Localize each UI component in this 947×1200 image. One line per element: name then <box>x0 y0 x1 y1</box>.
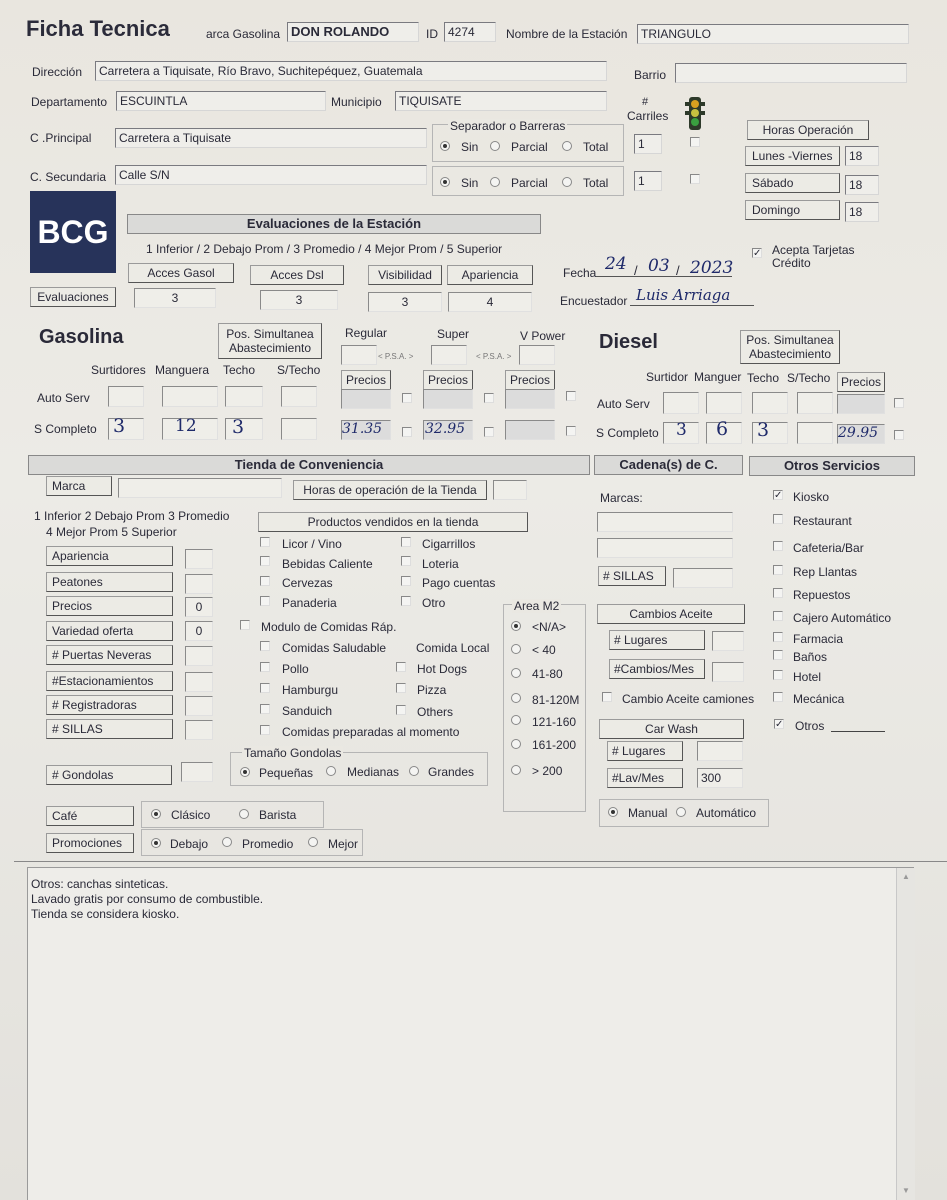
carwash-button[interactable]: Car Wash <box>599 719 744 739</box>
area-80-radio[interactable] <box>511 668 521 678</box>
prod-cervezas-label: Cervezas <box>282 576 333 590</box>
encuestador-line <box>630 305 754 306</box>
food-pollo-check[interactable] <box>260 662 270 672</box>
bcg-logo: BCG <box>30 191 116 273</box>
rating-peatones-field[interactable] <box>185 574 213 594</box>
gas-completo-super-check[interactable] <box>484 427 494 437</box>
gas-completo-precio-regular: 31.35 <box>342 421 383 437</box>
carriles-secundaria-field[interactable]: 1 <box>634 171 662 191</box>
area-gt200-radio[interactable] <box>511 765 521 775</box>
otros-cajero-label: Cajero Automático <box>793 611 892 625</box>
psa-label-2: < P.S.A. > <box>476 352 512 361</box>
fecha-day: 24 <box>605 254 627 274</box>
food-others-label: Others <box>417 705 454 719</box>
principal-field[interactable]: Carretera a Tiquisate <box>115 128 427 148</box>
otros-llantas-check[interactable] <box>773 565 783 575</box>
separador-parcial-label: Parcial <box>511 140 548 154</box>
food-hotdogs-label: Hot Dogs <box>417 662 468 676</box>
form-title: Ficha Tecnica <box>26 16 170 41</box>
tienda-title: Tienda de Conveniencia <box>28 455 590 475</box>
id-label: ID <box>426 27 438 41</box>
apariencia-value[interactable]: 4 <box>448 292 532 312</box>
carriles-label: Carriles <box>627 109 669 123</box>
rating-variedad-label: Variedad oferta <box>46 621 173 641</box>
separador-sin-radio[interactable] <box>440 141 450 151</box>
cafe-barista-label: Barista <box>259 808 297 822</box>
acces-dsl-button[interactable]: Acces Dsl <box>250 265 344 285</box>
food-hamburgu-check[interactable] <box>260 683 270 693</box>
modo-manual-label: Manual <box>628 806 668 820</box>
modo-manual-radio[interactable] <box>608 807 618 817</box>
otros-restaurant-check[interactable] <box>773 514 783 524</box>
otros-mecanica-check[interactable] <box>773 692 783 702</box>
marcas-field-2[interactable] <box>597 538 733 558</box>
rating-registradoras-field[interactable] <box>185 696 213 716</box>
super-label: Super <box>437 327 470 341</box>
otros-repuestos-check[interactable] <box>773 588 783 598</box>
aceite-lugares-field[interactable] <box>712 631 744 651</box>
dsl-precios-header: Precios <box>837 372 885 392</box>
dsl-auto-precio[interactable] <box>837 394 885 414</box>
food-sanduich-check[interactable] <box>260 704 270 714</box>
otros-title: Otros Servicios <box>749 456 915 476</box>
dsl-completo-label: S Completo <box>596 426 659 440</box>
productos-label: Productos vendidos en la tienda <box>258 512 528 532</box>
rating-variedad-field[interactable]: 0 <box>185 621 213 641</box>
prod-otro-label: Otro <box>422 596 446 610</box>
encuestador-signature: Luis Arriaga <box>636 286 731 304</box>
gas-auto-label: Auto Serv <box>37 391 90 405</box>
notes-textarea[interactable] <box>27 867 914 1200</box>
principal-label: C .Principal <box>30 131 92 145</box>
domingo-label: Domingo <box>745 200 840 220</box>
direccion-label: Dirección <box>32 65 83 79</box>
gas-auto-super-check[interactable] <box>484 393 494 403</box>
tamano-pequenas-radio[interactable] <box>240 767 250 777</box>
precios-super-header: Precios <box>423 370 473 390</box>
gas-completo-manguera: 12 <box>175 416 197 436</box>
fecha-label: Fecha <box>563 266 597 280</box>
gas-auto-stecho[interactable] <box>281 386 317 407</box>
rating-sillas-label: # SILLAS <box>46 719 173 739</box>
food-pollo-label: Pollo <box>282 662 309 676</box>
gas-auto-precio-vpower[interactable] <box>505 389 555 409</box>
tienda-scale-2: 4 Mejor Prom 5 Superior <box>46 525 177 539</box>
prod-panaderia-label: Panaderia <box>282 596 337 610</box>
gas-auto-vpower-check[interactable] <box>566 391 576 401</box>
tienda-marca-field[interactable] <box>118 478 282 498</box>
gas-auto-manguera[interactable] <box>162 386 218 407</box>
saludable-check[interactable] <box>260 641 270 651</box>
cafe-barista-radio[interactable] <box>239 809 249 819</box>
prod-pago-check[interactable] <box>401 576 411 586</box>
id-field[interactable]: 4274 <box>444 22 496 42</box>
vpower-psa-field[interactable] <box>519 345 555 365</box>
otros-kiosko-label: Kiosko <box>793 490 830 504</box>
gas-auto-techo[interactable] <box>225 386 263 407</box>
prod-cigarrillos-check[interactable] <box>401 537 411 547</box>
modo-automatico-label: Automático <box>696 806 757 820</box>
dsl-auto-label: Auto Serv <box>597 397 650 411</box>
gas-completo-vpower-check[interactable] <box>566 426 576 436</box>
gas-completo-precio-super: 32.95 <box>425 421 466 437</box>
visibilidad-value[interactable]: 3 <box>368 292 442 312</box>
traffic-light-icon <box>684 96 706 132</box>
gondolas-field[interactable] <box>181 762 213 782</box>
scroll-down-icon[interactable]: ▼ <box>902 1186 910 1195</box>
cafe-group <box>141 801 324 828</box>
lunes-label: Lunes -Viernes <box>745 146 840 166</box>
promo-label: Promociones <box>46 833 134 853</box>
separador-parcial-radio[interactable] <box>490 141 500 151</box>
encuestador-label: Encuestador <box>560 294 628 308</box>
cambios-aceite-button[interactable]: Cambios Aceite <box>597 604 745 624</box>
evaluaciones-label: Evaluaciones <box>30 287 116 307</box>
evaluaciones-scale: 1 Inferior / 2 Debajo Prom / 3 Promedio / 4 Mejor Prom / 5 Superior <box>146 242 503 256</box>
gasolina-title: Gasolina <box>39 326 124 348</box>
dsl-col-manguer: Manguer <box>694 370 742 384</box>
diesel-title: Diesel <box>599 331 658 353</box>
note-line-1: Otros: canchas sinteticas. <box>31 877 169 891</box>
secundaria-field[interactable]: Calle S/N <box>115 165 427 185</box>
camiones-label: Cambio Aceite camiones <box>622 692 755 706</box>
gas-col-techo: Techo <box>223 363 256 377</box>
gasolina-pos-simultanea[interactable]: Pos. Simultanea Abastecimiento <box>218 323 322 359</box>
lav-mes-label: #Lav/Mes <box>607 768 683 788</box>
otros-banos-check[interactable] <box>773 650 783 660</box>
otros-farmacia-check[interactable] <box>773 632 783 642</box>
prod-otro-check[interactable] <box>401 596 411 606</box>
gas-completo-precio-vpower[interactable] <box>505 420 555 440</box>
note-line-2: Lavado gratis por consumo de combustible. <box>31 892 264 906</box>
otros-mecanica-label: Mecánica <box>793 692 845 706</box>
precios-vpower-header: Precios <box>505 370 555 390</box>
tamano-pequenas-label: Pequeñas <box>259 766 314 780</box>
vpower-label: V Power <box>520 329 566 343</box>
modulo-label: Modulo de Comidas Ráp. <box>261 620 397 634</box>
rating-registradoras-label: # Registradoras <box>46 695 173 715</box>
prod-pago-label: Pago cuentas <box>422 576 496 590</box>
domingo-field[interactable]: 18 <box>845 202 879 222</box>
barrio-field[interactable] <box>675 63 907 83</box>
separador2-sin-label: Sin <box>461 176 479 190</box>
dsl-completo-precio: 29.95 <box>838 425 879 441</box>
dsl-col-surtidor: Surtidor <box>646 370 689 384</box>
direccion-field[interactable]: Carretera a Tiquisate, Río Bravo, Suchitepéquez, Guatemala <box>95 61 607 81</box>
otros-banos-label: Baños <box>793 650 828 664</box>
dsl-completo-check[interactable] <box>894 430 904 440</box>
dsl-col-techo: Techo <box>747 371 780 385</box>
preparadas-label: Comidas preparadas al momento <box>282 725 460 739</box>
rating-precios-label: Precios <box>46 596 173 616</box>
secundaria-label: C. Secundaria <box>30 170 107 184</box>
notes-scrollbar[interactable] <box>896 868 915 1200</box>
prod-bebidas-label: Bebidas Caliente <box>282 557 373 571</box>
gas-auto-precio-super[interactable] <box>423 389 473 409</box>
tienda-horas-label: Horas de operación de la Tienda <box>293 480 487 500</box>
gas-col-surtidores: Surtidores <box>91 363 146 377</box>
otros-repuestos-label: Repuestos <box>793 588 851 602</box>
prod-licor-label: Licor / Vino <box>282 537 342 551</box>
area-na-label: <N/A> <box>532 620 567 634</box>
municipio-field[interactable]: TIQUISATE <box>395 91 607 111</box>
otros-hotel-label: Hotel <box>793 670 822 684</box>
fecha-month: 03 <box>648 256 670 276</box>
rating-sillas-field[interactable] <box>185 720 213 740</box>
apariencia-button[interactable]: Apariencia <box>447 265 533 285</box>
sabado-field[interactable]: 18 <box>845 175 879 195</box>
marca-label: arca Gasolina <box>206 27 281 41</box>
separador2-sin-radio[interactable] <box>440 177 450 187</box>
tamano-medianas-radio[interactable] <box>326 766 336 776</box>
gas-completo-techo: 3 <box>232 416 245 438</box>
lunes-field[interactable]: 18 <box>845 146 879 166</box>
tamano-grandes-radio[interactable] <box>409 766 419 776</box>
prod-cervezas-check[interactable] <box>260 576 270 586</box>
gas-auto-surtidores[interactable] <box>108 386 144 407</box>
area-120-radio[interactable] <box>511 693 521 703</box>
area-200-radio[interactable] <box>511 739 521 749</box>
visibilidad-button[interactable]: Visibilidad <box>368 265 442 285</box>
rating-apariencia-field[interactable] <box>185 549 213 569</box>
acces-gasol-button[interactable]: Acces Gasol <box>128 263 234 283</box>
tienda-scale-1: 1 Inferior 2 Debajo Prom 3 Promedio <box>34 509 230 523</box>
gas-col-manguera: Manguera <box>155 363 210 377</box>
food-sanduich-label: Sanduich <box>282 704 333 718</box>
area-na-radio[interactable] <box>511 621 521 631</box>
rating-neveras-label: # Puertas Neveras <box>46 645 173 665</box>
promo-mejor-label: Mejor <box>328 837 359 851</box>
secundaria-checkbox[interactable] <box>690 174 700 184</box>
promo-promedio-label: Promedio <box>242 837 294 851</box>
area-group <box>503 604 586 812</box>
tamano-label: Tamaño Gondolas <box>244 746 342 760</box>
food-pizza-check[interactable] <box>396 683 406 693</box>
area-40-radio[interactable] <box>511 644 521 654</box>
modulo-check[interactable] <box>240 620 250 630</box>
acces-dsl-value[interactable]: 3 <box>260 290 338 310</box>
marcas-label: Marcas: <box>600 491 643 505</box>
rating-estacionamientos-label: #Estacionamientos <box>46 671 173 691</box>
saludable-label: Comidas Saludable <box>282 641 387 655</box>
dsl-completo-stecho[interactable] <box>797 422 833 444</box>
promo-debajo-label: Debajo <box>170 837 209 851</box>
precios-regular-header: Precios <box>341 370 391 390</box>
cafe-label: Café <box>46 806 134 826</box>
carwash-lugares-field[interactable] <box>697 741 743 761</box>
dsl-auto-surtidor[interactable] <box>663 392 699 414</box>
sabado-label: Sábado <box>745 173 840 193</box>
dsl-completo-techo: 3 <box>757 419 770 441</box>
otros-cajero-check[interactable] <box>773 611 783 621</box>
dsl-completo-manguer: 6 <box>716 418 729 440</box>
otros-restaurant-label: Restaurant <box>793 514 852 528</box>
gas-completo-surtidores: 3 <box>113 415 126 437</box>
separador2-parcial-label: Parcial <box>511 176 548 190</box>
food-hamburgu-label: Hamburgu <box>282 683 339 697</box>
rating-estacionamientos-field[interactable] <box>185 672 213 692</box>
cambios-mes-label: #Cambios/Mes <box>609 659 705 679</box>
principal-checkbox[interactable] <box>690 137 700 147</box>
dsl-auto-manguer[interactable] <box>706 392 742 414</box>
otros-llantas-label: Rep Llantas <box>793 565 858 579</box>
municipio-label: Municipio <box>331 95 382 109</box>
gas-auto-regular-check[interactable] <box>402 393 412 403</box>
gas-auto-precio-regular[interactable] <box>341 389 391 409</box>
prod-bebidas-check[interactable] <box>260 556 270 566</box>
area-160-label: 121-160 <box>532 715 577 729</box>
tienda-horas-field[interactable] <box>493 480 527 500</box>
otros-otros-label: Otros <box>795 719 825 733</box>
carriles-hash: # <box>642 96 649 108</box>
note-line-3: Tienda se considera kiosko. <box>31 907 180 921</box>
dsl-col-stecho: S/Techo <box>787 371 831 385</box>
notes-separator <box>14 861 947 862</box>
tienda-marca-label: Marca <box>46 476 112 496</box>
prod-panaderia-check[interactable] <box>260 596 270 606</box>
diesel-pos-simultanea[interactable]: Pos. Simultanea Abastecimiento <box>740 330 840 364</box>
form-page: Ficha Tecnica arca Gasolina DON ROLANDO ID 4274 Nombre de la Estación TRIANGULO Dirección Carretera a Tiquisate, Río Bravo, Suchitepéquez, Guatemala Barrio Departamento ESCUINTLA Municipio TIQUISATE # Carriles C .Principal Carretera a Tiquisate Separador o Barreras Sin Parcial Total 1 C. Secundaria Calle S/N Sin Parcial Total 1 Horas Operación Lunes -Viernes 18 Sábado 18 Domingo 18 BCG Evaluaciones de la Estación 1 Inferior / 2 Debajo Prom / 3 Promedio / 4 Mejor Prom / 5 Superior Acces Gasol Acces Dsl Visibilidad Apariencia Evaluaciones 3 3 3 4 Fecha 24 / 03 / 2023 Encuestador Luis Arriaga ✓ Acepta Tarjetas Crédito Gasolina Pos. Simultanea Abastecimiento Regular Super V Power < P.S.A. > < P.S.A. > Surtidores Manguera Techo S/Techo Precios Precios Precios Auto Serv S Completo 3 12 3 31.35 32.95 Diesel Pos. Simultanea Abastecimiento Surtidor Manguer Techo S/Techo Precios Auto Serv S Completo 3 6 3 29.95 Tienda de Conveniencia Cadena(s) de C. Otros Servicios Marca Horas de operación de la Tienda 1 Inferior 2 Debajo Prom 3 Promedio 4 Mejor Prom 5 Superior Apariencia Peatones Precios 0 Variedad oferta 0 # Puertas Neveras #Estacionamientos # Registradoras # SILLAS # Gondolas Productos vendidos en la tienda Licor / Vino Bebidas Caliente Cervezas Panaderia Cigarrillos Loteria Pago cuentas Otro Modulo de Comidas Ráp. Comidas Saludable Comida Local Pollo Hamburgu Sanduich Hot Dogs Pizza Others Comidas preparadas al momento Tamaño Gondolas Pequeñas Medianas Grandes Area M2 <N/A> < 40 41-80 81-120M 121-160 161-200 > 200 Café Clásico Barista Promociones Debajo Promedio Mejor Marcas: # SILLAS Cambios Aceite # Lugares #Cambios/Mes Cambio Aceite camiones Car Wash # Lugares #Lav/Mes 300 Manual Automático ✓ Kiosko Restaurant Cafeteria/Bar Rep Llantas Repuestos Cajero Automático Farmacia Baños Hotel Mecánica ✓ Otros Otros: canchas sinteticas. Lavado gratis por consumo de combustible. Tienda se considera kiosko. ▲ ▼ <box>0 0 947 1200</box>
tarjetas-checkbox[interactable]: ✓ <box>753 248 762 259</box>
cambios-mes-field[interactable] <box>712 662 744 682</box>
horas-operacion-button[interactable]: Horas Operación <box>747 120 869 140</box>
departamento-field[interactable]: ESCUINTLA <box>116 91 326 111</box>
tarjetas-label: Acepta Tarjetas Crédito <box>772 243 855 270</box>
otros-otros-check[interactable]: ✓ <box>775 719 784 730</box>
psa-label-1: < P.S.A. > <box>378 352 414 361</box>
otros-farmacia-label: Farmacia <box>793 632 844 646</box>
otros-hotel-check[interactable] <box>773 670 783 680</box>
prod-cigarrillos-label: Cigarrillos <box>422 537 476 551</box>
separador-label: Separador o Barreras <box>450 119 566 133</box>
otros-cafeteria-label: Cafeteria/Bar <box>793 541 864 555</box>
area-120-label: 81-120M <box>532 693 580 707</box>
dsl-auto-techo[interactable] <box>752 392 788 414</box>
gas-completo-stecho[interactable] <box>281 418 317 440</box>
rating-precios-field[interactable]: 0 <box>185 597 213 617</box>
carwash-lugares-label: # Lugares <box>607 741 683 761</box>
promo-mejor-radio[interactable] <box>308 837 318 847</box>
preparadas-check[interactable] <box>260 725 270 735</box>
departamento-label: Departamento <box>31 95 108 109</box>
fecha-year: 2023 <box>690 258 734 278</box>
area-160-radio[interactable] <box>511 715 521 725</box>
separador2-total-label: Total <box>583 176 609 190</box>
otros-kiosko-check[interactable]: ✓ <box>774 490 783 501</box>
cadena-title: Cadena(s) de C. <box>594 455 743 475</box>
gas-completo-label: S Completo <box>34 422 97 436</box>
area-80-label: 41-80 <box>532 667 563 681</box>
super-psa-field[interactable] <box>431 345 467 365</box>
aceite-lugares-label: # Lugares <box>609 630 705 650</box>
scroll-up-icon[interactable]: ▲ <box>902 872 910 881</box>
barrio-label: Barrio <box>634 68 667 82</box>
dsl-auto-check[interactable] <box>894 398 904 408</box>
cafe-clasico-radio[interactable] <box>151 809 161 819</box>
promo-debajo-radio[interactable] <box>151 838 161 848</box>
acces-gasol-value[interactable]: 3 <box>134 288 216 308</box>
separador-sin-label: Sin <box>461 140 479 154</box>
tamano-grandes-label: Grandes <box>428 765 475 779</box>
evaluaciones-title: Evaluaciones de la Estación <box>127 214 541 234</box>
gas-completo-regular-check[interactable] <box>402 427 412 437</box>
area-label: Area M2 <box>514 599 560 613</box>
area-40-label: < 40 <box>532 643 556 657</box>
rating-apariencia-label: Apariencia <box>46 546 173 566</box>
promo-promedio-radio[interactable] <box>222 837 232 847</box>
area-200-label: 161-200 <box>532 738 577 752</box>
rating-peatones-label: Peatones <box>46 572 173 592</box>
gas-col-stecho: S/Techo <box>277 363 321 377</box>
separador-total-label: Total <box>583 140 609 154</box>
cafe-clasico-label: Clásico <box>171 808 211 822</box>
food-hotdogs-check[interactable] <box>396 662 406 672</box>
dsl-completo-surtidor: 3 <box>676 420 687 440</box>
area-gt200-label: > 200 <box>532 764 563 778</box>
prod-loteria-check[interactable] <box>401 556 411 566</box>
camiones-check[interactable] <box>602 692 612 702</box>
otros-cafeteria-check[interactable] <box>773 541 783 551</box>
carriles-principal-field[interactable]: 1 <box>634 134 662 154</box>
prod-loteria-label: Loteria <box>422 557 459 571</box>
regular-psa-field[interactable] <box>341 345 377 365</box>
estacion-field[interactable]: TRIANGULO <box>637 24 909 44</box>
dsl-auto-stecho[interactable] <box>797 392 833 414</box>
separador2-parcial-radio[interactable] <box>490 177 500 187</box>
lav-mes-field[interactable]: 300 <box>697 768 743 788</box>
prod-licor-check[interactable] <box>260 537 270 547</box>
cadena-sillas-field[interactable] <box>673 568 733 588</box>
marcas-field-1[interactable] <box>597 512 733 532</box>
separador2-total-radio[interactable] <box>562 177 572 187</box>
rating-neveras-field[interactable] <box>185 646 213 666</box>
estacion-label: Nombre de la Estación <box>506 27 628 41</box>
food-others-check[interactable] <box>396 705 406 715</box>
food-pizza-label: Pizza <box>417 683 447 697</box>
tamano-medianas-label: Medianas <box>347 765 400 779</box>
gondolas-label: # Gondolas <box>46 765 172 785</box>
comida-local-label: Comida Local <box>416 641 490 655</box>
marca-field[interactable]: DON ROLANDO <box>287 22 419 42</box>
otros-otros-line <box>831 731 885 732</box>
regular-label: Regular <box>345 326 388 340</box>
cadena-sillas-label: # SILLAS <box>598 566 666 586</box>
separador-total-radio[interactable] <box>562 141 572 151</box>
modo-automatico-radio[interactable] <box>676 807 686 817</box>
